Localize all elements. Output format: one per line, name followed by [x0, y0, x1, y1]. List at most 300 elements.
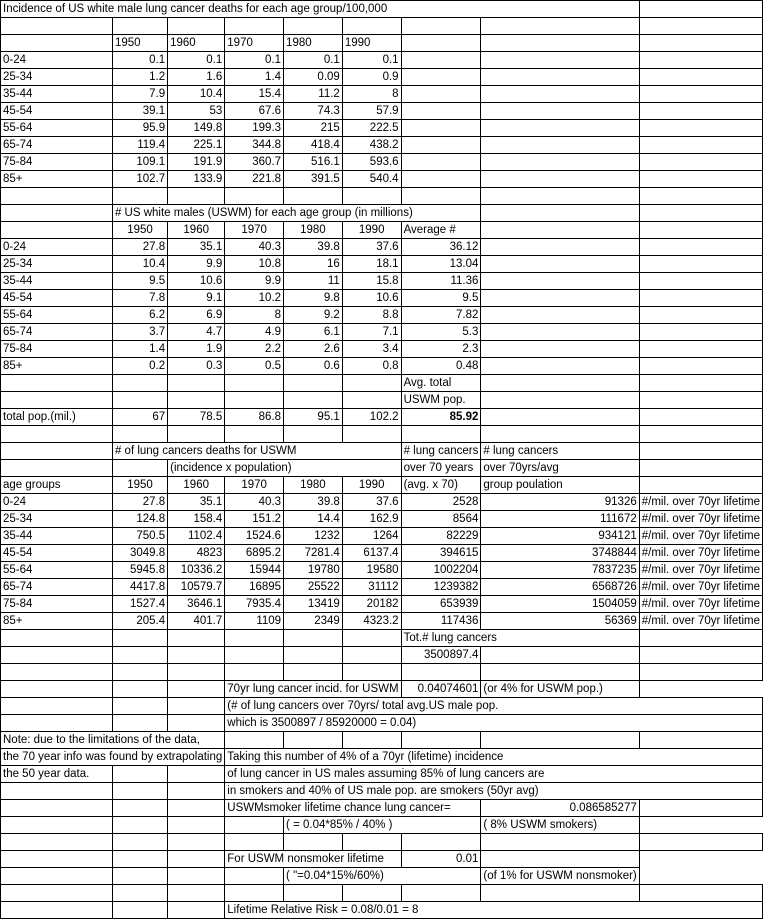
- grid-cell[interactable]: [225, 817, 284, 834]
- grid-cell[interactable]: [1, 426, 113, 443]
- grid-cell[interactable]: 0.1: [342, 52, 401, 69]
- grid-cell[interactable]: 653939: [401, 596, 481, 613]
- grid-cell[interactable]: group poulation: [481, 477, 639, 494]
- grid-cell[interactable]: [481, 222, 639, 239]
- grid-cell[interactable]: [284, 18, 343, 35]
- grid-cell[interactable]: [225, 375, 284, 392]
- grid-cell[interactable]: [481, 239, 639, 256]
- grid-cell[interactable]: 85.92: [401, 409, 481, 426]
- grid-cell[interactable]: 31112: [342, 579, 401, 596]
- grid-cell[interactable]: [112, 834, 167, 851]
- grid-cell[interactable]: [225, 392, 284, 409]
- grid-cell[interactable]: 85+: [1, 171, 113, 188]
- grid-cell[interactable]: #/mil. over 70yr lifetime: [639, 613, 762, 630]
- grid-cell[interactable]: [112, 800, 167, 817]
- grid-cell[interactable]: [639, 341, 762, 358]
- grid-cell[interactable]: 151.2: [225, 511, 284, 528]
- grid-cell[interactable]: 124.8: [112, 511, 167, 528]
- grid-cell[interactable]: 53: [168, 103, 225, 120]
- grid-cell[interactable]: 95.1: [284, 409, 343, 426]
- grid-cell[interactable]: [112, 715, 167, 732]
- grid-cell[interactable]: 10336.2: [168, 562, 225, 579]
- grid-cell[interactable]: 8: [225, 307, 284, 324]
- grid-cell[interactable]: 0-24: [1, 239, 113, 256]
- grid-cell[interactable]: 394615: [401, 545, 481, 562]
- grid-cell[interactable]: 516.1: [284, 154, 343, 171]
- grid-cell[interactable]: 75-84: [1, 596, 113, 613]
- grid-cell[interactable]: 4323.2: [342, 613, 401, 630]
- grid-cell[interactable]: (avg. x 70): [401, 477, 481, 494]
- grid-cell[interactable]: 0-24: [1, 494, 113, 511]
- grid-cell[interactable]: 1264: [342, 528, 401, 545]
- grid-cell[interactable]: 27.8: [112, 494, 167, 511]
- grid-cell[interactable]: 0.1: [112, 52, 167, 69]
- grid-cell[interactable]: 55-64: [1, 120, 113, 137]
- grid-cell[interactable]: over 70 years: [401, 460, 481, 477]
- grid-cell[interactable]: 3646.1: [168, 596, 225, 613]
- grid-cell[interactable]: 6568726: [481, 579, 639, 596]
- grid-cell[interactable]: 39.8: [284, 494, 343, 511]
- grid-cell[interactable]: [168, 817, 225, 834]
- grid-cell[interactable]: [168, 664, 225, 681]
- grid-cell[interactable]: [168, 426, 225, 443]
- grid-cell[interactable]: [481, 732, 639, 749]
- grid-cell[interactable]: 4.9: [225, 324, 284, 341]
- grid-cell[interactable]: 0.1: [284, 52, 343, 69]
- grid-cell[interactable]: [1, 647, 113, 664]
- grid-cell[interactable]: 1527.4: [112, 596, 167, 613]
- grid-cell[interactable]: 750.5: [112, 528, 167, 545]
- grid-cell[interactable]: 70yr lung cancer incid. for USWM: [225, 681, 401, 698]
- grid-cell[interactable]: [168, 681, 225, 698]
- grid-cell[interactable]: 1960: [168, 477, 225, 494]
- grid-cell[interactable]: [639, 35, 762, 52]
- grid-cell[interactable]: [1, 698, 113, 715]
- grid-cell[interactable]: [481, 154, 639, 171]
- grid-cell[interactable]: [639, 885, 762, 902]
- grid-cell[interactable]: [225, 18, 284, 35]
- grid-cell[interactable]: [1, 188, 113, 205]
- grid-cell[interactable]: 102.2: [342, 409, 401, 426]
- grid-cell[interactable]: [481, 103, 639, 120]
- grid-cell[interactable]: 15.8: [342, 273, 401, 290]
- grid-cell[interactable]: 9.9: [168, 256, 225, 273]
- grid-cell[interactable]: #/mil. over 70yr lifetime: [639, 494, 762, 511]
- grid-cell[interactable]: 7837235: [481, 562, 639, 579]
- grid-cell[interactable]: 65-74: [1, 579, 113, 596]
- grid-cell[interactable]: 9.5: [112, 273, 167, 290]
- grid-cell[interactable]: [284, 647, 343, 664]
- grid-cell[interactable]: 25522: [284, 579, 343, 596]
- grid-cell[interactable]: [481, 35, 639, 52]
- grid-cell[interactable]: [342, 885, 401, 902]
- grid-cell[interactable]: 162.9: [342, 511, 401, 528]
- grid-cell[interactable]: 1002204: [401, 562, 481, 579]
- grid-cell[interactable]: [481, 834, 639, 851]
- grid-cell[interactable]: 593.6: [342, 154, 401, 171]
- grid-cell[interactable]: [225, 664, 284, 681]
- grid-cell[interactable]: 1980: [284, 477, 343, 494]
- grid-cell[interactable]: 0.2: [112, 358, 167, 375]
- grid-cell[interactable]: 10.6: [342, 290, 401, 307]
- grid-cell[interactable]: [481, 256, 639, 273]
- grid-cell[interactable]: [639, 103, 762, 120]
- grid-cell[interactable]: 27.8: [112, 239, 167, 256]
- grid-cell[interactable]: Average #: [401, 222, 481, 239]
- grid-cell[interactable]: [1, 817, 113, 834]
- grid-cell[interactable]: 15.4: [225, 86, 284, 103]
- grid-cell[interactable]: 1950: [112, 222, 167, 239]
- grid-cell[interactable]: 6895.2: [225, 545, 284, 562]
- grid-cell[interactable]: [225, 732, 284, 749]
- grid-cell[interactable]: 5.3: [401, 324, 481, 341]
- grid-cell[interactable]: [639, 222, 762, 239]
- grid-cell[interactable]: 401.7: [168, 613, 225, 630]
- grid-cell[interactable]: [342, 188, 401, 205]
- grid-cell[interactable]: 1524.6: [225, 528, 284, 545]
- grid-cell[interactable]: [112, 698, 167, 715]
- grid-cell[interactable]: 1990: [342, 222, 401, 239]
- grid-cell[interactable]: 1970: [225, 477, 284, 494]
- grid-cell[interactable]: [401, 137, 481, 154]
- grid-cell[interactable]: 37.6: [342, 494, 401, 511]
- grid-cell[interactable]: [168, 834, 225, 851]
- grid-cell[interactable]: 9.5: [401, 290, 481, 307]
- grid-cell[interactable]: 225.1: [168, 137, 225, 154]
- grid-cell[interactable]: [342, 630, 401, 647]
- grid-cell[interactable]: [342, 647, 401, 664]
- grid-cell[interactable]: [639, 120, 762, 137]
- grid-cell[interactable]: [112, 426, 167, 443]
- grid-cell[interactable]: [639, 69, 762, 86]
- grid-cell[interactable]: 2.2: [225, 341, 284, 358]
- grid-cell[interactable]: [401, 834, 481, 851]
- grid-cell[interactable]: [168, 630, 225, 647]
- grid-cell[interactable]: 15944: [225, 562, 284, 579]
- grid-cell[interactable]: age groups: [1, 477, 113, 494]
- grid-cell[interactable]: 10.6: [168, 273, 225, 290]
- grid-cell[interactable]: [1, 885, 113, 902]
- grid-cell[interactable]: 1960: [168, 222, 225, 239]
- grid-cell[interactable]: [168, 800, 225, 817]
- grid-cell[interactable]: [639, 188, 762, 205]
- grid-cell[interactable]: [1, 392, 113, 409]
- grid-cell[interactable]: 109.1: [112, 154, 167, 171]
- grid-cell[interactable]: [342, 392, 401, 409]
- grid-cell[interactable]: USWM pop.: [401, 392, 481, 409]
- grid-cell[interactable]: 4417.8: [112, 579, 167, 596]
- grid-cell[interactable]: [481, 307, 639, 324]
- grid-cell[interactable]: ( "=0.04*15%/60%): [284, 868, 481, 885]
- grid-cell[interactable]: [284, 392, 343, 409]
- grid-cell[interactable]: [1, 851, 113, 868]
- grid-cell[interactable]: 40.3: [225, 239, 284, 256]
- grid-cell[interactable]: 7281.4: [284, 545, 343, 562]
- grid-cell[interactable]: [481, 409, 639, 426]
- grid-cell[interactable]: [342, 664, 401, 681]
- grid-cell[interactable]: [639, 426, 762, 443]
- grid-cell[interactable]: 1990: [342, 477, 401, 494]
- grid-cell[interactable]: 2528: [401, 494, 481, 511]
- grid-cell[interactable]: 0.8: [342, 358, 401, 375]
- grid-cell[interactable]: [112, 817, 167, 834]
- grid-cell[interactable]: [1, 902, 113, 919]
- grid-cell[interactable]: 1102.4: [168, 528, 225, 545]
- grid-cell[interactable]: [1, 460, 113, 477]
- grid-cell[interactable]: [481, 341, 639, 358]
- grid-cell[interactable]: [639, 290, 762, 307]
- grid-cell[interactable]: 11.36: [401, 273, 481, 290]
- grid-cell[interactable]: [481, 120, 639, 137]
- grid-cell[interactable]: [112, 664, 167, 681]
- grid-cell[interactable]: 102.7: [112, 171, 167, 188]
- grid-cell[interactable]: 6.1: [284, 324, 343, 341]
- grid-cell[interactable]: [342, 375, 401, 392]
- grid-cell[interactable]: 1232: [284, 528, 343, 545]
- grid-cell[interactable]: [639, 205, 762, 222]
- grid-cell[interactable]: [639, 630, 762, 647]
- grid-cell[interactable]: 19580: [342, 562, 401, 579]
- grid-cell[interactable]: # lung cancers: [481, 443, 639, 460]
- grid-cell[interactable]: 0.1: [168, 52, 225, 69]
- grid-cell[interactable]: [225, 426, 284, 443]
- grid-cell[interactable]: 1.6: [168, 69, 225, 86]
- grid-cell[interactable]: ( = 0.04*85% / 40% ): [284, 817, 481, 834]
- grid-cell[interactable]: [481, 426, 639, 443]
- grid-cell[interactable]: 9.1: [168, 290, 225, 307]
- grid-cell[interactable]: 67: [112, 409, 167, 426]
- grid-cell[interactable]: 13419: [284, 596, 343, 613]
- grid-cell[interactable]: 1.9: [168, 341, 225, 358]
- grid-cell[interactable]: Lifetime Relative Risk = 0.08/0.01 = 8: [225, 902, 763, 919]
- grid-cell[interactable]: 0.6: [284, 358, 343, 375]
- grid-cell[interactable]: [112, 630, 167, 647]
- grid-cell[interactable]: [481, 664, 639, 681]
- grid-cell[interactable]: 0-24: [1, 52, 113, 69]
- grid-cell[interactable]: [401, 664, 481, 681]
- grid-cell[interactable]: 85+: [1, 358, 113, 375]
- grid-cell[interactable]: [639, 800, 762, 817]
- grid-cell[interactable]: 222.5: [342, 120, 401, 137]
- grid-cell[interactable]: 19780: [284, 562, 343, 579]
- grid-cell[interactable]: [168, 868, 225, 885]
- grid-cell[interactable]: [1, 375, 113, 392]
- grid-cell[interactable]: USWMsmoker lifetime chance lung cancer=: [225, 800, 481, 817]
- grid-cell[interactable]: 5945.8: [112, 562, 167, 579]
- grid-cell[interactable]: [1, 800, 113, 817]
- grid-cell[interactable]: 0.01: [401, 851, 481, 868]
- grid-cell[interactable]: [401, 188, 481, 205]
- grid-cell[interactable]: #/mil. over 70yr lifetime: [639, 545, 762, 562]
- grid-cell[interactable]: [168, 647, 225, 664]
- grid-cell[interactable]: 1239382: [401, 579, 481, 596]
- grid-cell[interactable]: [112, 766, 167, 783]
- grid-cell[interactable]: [481, 52, 639, 69]
- grid-cell[interactable]: (of 1% for USWM nonsmoker): [481, 868, 639, 885]
- grid-cell[interactable]: [112, 18, 167, 35]
- grid-cell[interactable]: [1, 205, 113, 222]
- grid-cell[interactable]: [639, 324, 762, 341]
- grid-cell[interactable]: 1950: [112, 35, 167, 52]
- grid-cell[interactable]: (incidence x population): [168, 460, 401, 477]
- grid-cell[interactable]: 18.1: [342, 256, 401, 273]
- grid-cell[interactable]: 45-54: [1, 545, 113, 562]
- grid-cell[interactable]: [481, 851, 639, 868]
- grid-cell[interactable]: 55-64: [1, 307, 113, 324]
- grid-cell[interactable]: 10.4: [112, 256, 167, 273]
- grid-cell[interactable]: ( 8% USWM smokers): [481, 817, 639, 834]
- grid-cell[interactable]: 133.9: [168, 171, 225, 188]
- grid-cell[interactable]: 10.8: [225, 256, 284, 273]
- grid-cell[interactable]: 14.4: [284, 511, 343, 528]
- grid-cell[interactable]: 35.1: [168, 494, 225, 511]
- grid-cell[interactable]: [284, 885, 343, 902]
- grid-cell[interactable]: [168, 885, 225, 902]
- grid-cell[interactable]: 95.9: [112, 120, 167, 137]
- grid-cell[interactable]: [342, 18, 401, 35]
- grid-cell[interactable]: [481, 273, 639, 290]
- grid-cell[interactable]: [639, 171, 762, 188]
- grid-cell[interactable]: [1, 18, 113, 35]
- grid-cell[interactable]: 4823: [168, 545, 225, 562]
- grid-cell[interactable]: 10579.7: [168, 579, 225, 596]
- grid-cell[interactable]: [112, 188, 167, 205]
- grid-cell[interactable]: 1980: [284, 222, 343, 239]
- grid-cell[interactable]: (or 4% for USWM pop.): [481, 681, 639, 698]
- grid-cell[interactable]: [481, 392, 639, 409]
- grid-cell[interactable]: 1504059: [481, 596, 639, 613]
- grid-cell[interactable]: [639, 375, 762, 392]
- grid-cell[interactable]: 438.2: [342, 137, 401, 154]
- grid-cell[interactable]: 8: [342, 86, 401, 103]
- grid-cell[interactable]: [401, 171, 481, 188]
- grid-cell[interactable]: 205.4: [112, 613, 167, 630]
- grid-cell[interactable]: Avg. total: [401, 375, 481, 392]
- grid-cell[interactable]: [481, 171, 639, 188]
- grid-cell[interactable]: [401, 52, 481, 69]
- grid-cell[interactable]: [168, 375, 225, 392]
- grid-cell[interactable]: 1109: [225, 613, 284, 630]
- grid-cell[interactable]: [639, 732, 762, 749]
- grid-cell[interactable]: in smokers and 40% of US male pop. are smokers (50yr avg): [225, 783, 763, 800]
- grid-cell[interactable]: [1, 630, 113, 647]
- grid-cell[interactable]: [168, 851, 225, 868]
- grid-cell[interactable]: [639, 392, 762, 409]
- grid-cell[interactable]: 344.8: [225, 137, 284, 154]
- grid-cell[interactable]: [481, 290, 639, 307]
- grid-cell[interactable]: 25-34: [1, 69, 113, 86]
- grid-cell[interactable]: [639, 1, 762, 18]
- grid-cell[interactable]: [225, 647, 284, 664]
- grid-cell[interactable]: [639, 307, 762, 324]
- grid-cell[interactable]: total pop.(mil.): [1, 409, 113, 426]
- grid-cell[interactable]: 934121: [481, 528, 639, 545]
- grid-cell[interactable]: #/mil. over 70yr lifetime: [639, 562, 762, 579]
- grid-cell[interactable]: [639, 358, 762, 375]
- grid-cell[interactable]: 0.1: [225, 52, 284, 69]
- grid-cell[interactable]: 10.4: [168, 86, 225, 103]
- grid-cell[interactable]: [1, 443, 113, 460]
- grid-cell[interactable]: Taking this number of 4% of a 70yr (lifetime) incidence: [225, 749, 763, 766]
- grid-cell[interactable]: 45-54: [1, 290, 113, 307]
- grid-cell[interactable]: 191.9: [168, 154, 225, 171]
- grid-cell[interactable]: [284, 188, 343, 205]
- grid-cell[interactable]: [401, 103, 481, 120]
- grid-cell[interactable]: 13.04: [401, 256, 481, 273]
- grid-cell[interactable]: [168, 715, 225, 732]
- grid-cell[interactable]: [639, 256, 762, 273]
- grid-cell[interactable]: the 70 year info was found by extrapolating: [1, 749, 225, 766]
- grid-cell[interactable]: 2.6: [284, 341, 343, 358]
- grid-cell[interactable]: 1970: [225, 222, 284, 239]
- grid-cell[interactable]: 1950: [112, 477, 167, 494]
- grid-cell[interactable]: # of lung cancers deaths for USWM: [112, 443, 401, 460]
- grid-cell[interactable]: 8.8: [342, 307, 401, 324]
- grid-cell[interactable]: 85+: [1, 613, 113, 630]
- grid-cell[interactable]: 0.5: [225, 358, 284, 375]
- grid-cell[interactable]: [168, 902, 225, 919]
- grid-cell[interactable]: [481, 375, 639, 392]
- grid-cell[interactable]: [639, 18, 762, 35]
- grid-cell[interactable]: [168, 188, 225, 205]
- grid-cell[interactable]: 11.2: [284, 86, 343, 103]
- grid-cell[interactable]: [1, 222, 113, 239]
- grid-cell[interactable]: [481, 188, 639, 205]
- grid-cell[interactable]: #/mil. over 70yr lifetime: [639, 528, 762, 545]
- grid-cell[interactable]: [284, 834, 343, 851]
- grid-cell[interactable]: [1, 834, 113, 851]
- grid-cell[interactable]: [1, 783, 113, 800]
- grid-cell[interactable]: which is 3500897 / 85920000 = 0.04): [225, 715, 763, 732]
- grid-cell[interactable]: [401, 426, 481, 443]
- grid-cell[interactable]: [112, 868, 167, 885]
- grid-cell[interactable]: [639, 409, 762, 426]
- grid-cell[interactable]: [112, 902, 167, 919]
- grid-cell[interactable]: 418.4: [284, 137, 343, 154]
- grid-cell[interactable]: [481, 18, 639, 35]
- grid-cell[interactable]: 540.4: [342, 171, 401, 188]
- grid-cell[interactable]: [481, 205, 639, 222]
- grid-cell[interactable]: 0.086585277: [481, 800, 639, 817]
- grid-cell[interactable]: [168, 392, 225, 409]
- grid-cell[interactable]: [112, 885, 167, 902]
- grid-cell[interactable]: 117436: [401, 613, 481, 630]
- grid-cell[interactable]: 7935.4: [225, 596, 284, 613]
- grid-cell[interactable]: 2349: [284, 613, 343, 630]
- grid-cell[interactable]: [481, 647, 639, 664]
- grid-cell[interactable]: [639, 137, 762, 154]
- grid-cell[interactable]: 8564: [401, 511, 481, 528]
- grid-cell[interactable]: Note: due to the limitations of the data,: [1, 732, 225, 749]
- grid-cell[interactable]: #/mil. over 70yr lifetime: [639, 596, 762, 613]
- grid-cell[interactable]: 6.2: [112, 307, 167, 324]
- grid-cell[interactable]: (# of lung cancers over 70yrs/ total avg.US male pop.: [225, 698, 763, 715]
- grid-cell[interactable]: 221.8: [225, 171, 284, 188]
- grid-cell[interactable]: 1980: [284, 35, 343, 52]
- grid-cell[interactable]: 55-64: [1, 562, 113, 579]
- grid-cell[interactable]: 215: [284, 120, 343, 137]
- grid-cell[interactable]: [639, 239, 762, 256]
- grid-cell[interactable]: # US white males (USWM) for each age group (in millions): [112, 205, 480, 222]
- grid-cell[interactable]: [168, 766, 225, 783]
- grid-cell[interactable]: 0.09: [284, 69, 343, 86]
- grid-cell[interactable]: [639, 834, 762, 851]
- grid-cell[interactable]: [1, 681, 113, 698]
- grid-cell[interactable]: 7.1: [342, 324, 401, 341]
- grid-cell[interactable]: 11: [284, 273, 343, 290]
- grid-cell[interactable]: the 50 year data.: [1, 766, 113, 783]
- grid-cell[interactable]: [639, 273, 762, 290]
